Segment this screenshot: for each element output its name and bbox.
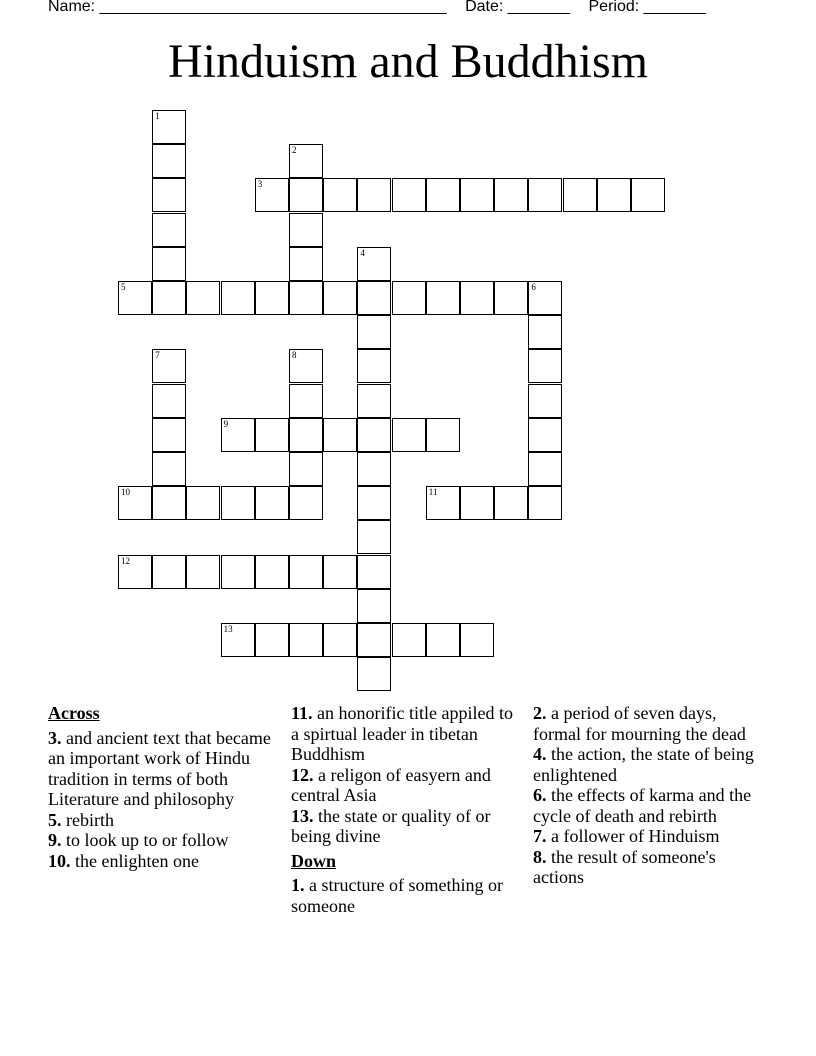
- grid-cell[interactable]: [152, 144, 186, 178]
- across-clue-13: 13. the state or quality of or being divine: [291, 805, 491, 846]
- clue-number: 3: [257, 179, 263, 190]
- grid-cell[interactable]: [289, 349, 323, 383]
- grid-cell[interactable]: [152, 213, 186, 247]
- grid-cell[interactable]: [289, 418, 323, 452]
- grid-cell[interactable]: [494, 178, 528, 212]
- clue-number: 7: [155, 350, 160, 361]
- grid-cell[interactable]: [152, 247, 186, 281]
- grid-cell[interactable]: [255, 486, 289, 520]
- grid-cell[interactable]: [426, 486, 460, 520]
- grid-cell[interactable]: [152, 110, 186, 144]
- grid-cell[interactable]: [255, 418, 289, 452]
- grid-cell[interactable]: [323, 418, 357, 452]
- grid-cell[interactable]: [289, 144, 323, 178]
- grid-cell[interactable]: [357, 555, 391, 589]
- grid-cell[interactable]: [323, 623, 357, 657]
- down-heading: Down: [291, 850, 337, 871]
- down-clue-7: 7. a follower of Hinduism: [533, 826, 720, 846]
- grid-cell[interactable]: [357, 452, 391, 486]
- grid-cell[interactable]: [186, 555, 220, 589]
- grid-cell[interactable]: [357, 315, 391, 349]
- grid-cell[interactable]: [221, 486, 255, 520]
- clue-number: 2: [292, 145, 297, 156]
- grid-cell[interactable]: [563, 178, 597, 212]
- grid-cell[interactable]: [357, 623, 391, 657]
- grid-cell[interactable]: [323, 555, 357, 589]
- grid-cell[interactable]: [221, 418, 255, 452]
- grid-cell[interactable]: [118, 486, 152, 520]
- down-clue-2: 2. a period of seven days, formal for mourning the dead: [533, 703, 746, 744]
- across-clue-9: 9. to look up to or follow: [48, 830, 229, 850]
- date-field[interactable]: Date: _______: [465, 0, 571, 15]
- grid-cell[interactable]: [221, 281, 255, 315]
- grid-cell[interactable]: [289, 555, 323, 589]
- grid-cell[interactable]: [357, 418, 391, 452]
- grid-cell[interactable]: [255, 178, 289, 212]
- name-field[interactable]: Name: _______________________________________: [48, 0, 447, 15]
- grid-cell[interactable]: [152, 178, 186, 212]
- across-clue-10: 10. the enlighten one: [48, 850, 199, 871]
- grid-cell[interactable]: [186, 486, 220, 520]
- down-clue-6: 6. the effects of karma and the cycle of death and rebirth: [533, 785, 752, 826]
- grid-cell[interactable]: [357, 589, 391, 623]
- grid-cell[interactable]: [528, 178, 562, 212]
- grid-cell[interactable]: [631, 178, 665, 212]
- grid-cell[interactable]: [357, 247, 391, 281]
- grid-cell[interactable]: [357, 281, 391, 315]
- clues-column-3: [533, 703, 765, 888]
- grid-cell[interactable]: [392, 281, 426, 315]
- clue-number: 6: [531, 282, 536, 292]
- grid-cell[interactable]: [357, 486, 391, 520]
- grid-cell[interactable]: [357, 178, 391, 212]
- grid-cell[interactable]: [392, 623, 426, 657]
- clue-number: 12: [121, 555, 130, 566]
- across-clue-11: 11. an honorific title appiled to a spirtual leader in tibetan Buddhism: [291, 703, 513, 764]
- down-clue-4: 4. the action, the state of being enlightened: [533, 744, 754, 785]
- grid-cell[interactable]: [392, 178, 426, 212]
- clue-number: 9: [223, 418, 229, 429]
- clue-number: 8: [292, 350, 297, 361]
- grid-cell[interactable]: [460, 281, 494, 315]
- grid-cell[interactable]: [357, 657, 391, 691]
- clue-number: 10: [121, 487, 130, 498]
- clue-number: 11: [428, 487, 438, 498]
- grid-cell[interactable]: [357, 349, 391, 383]
- grid-cell[interactable]: [289, 486, 323, 520]
- grid-cell[interactable]: [426, 281, 460, 315]
- grid-cell[interactable]: [255, 623, 289, 657]
- grid-cell[interactable]: [255, 555, 289, 589]
- grid-cell[interactable]: [460, 178, 494, 212]
- grid-cell[interactable]: [494, 486, 528, 520]
- grid-cell[interactable]: [289, 213, 323, 247]
- down-clue-8: 8. the result of someone's actions: [533, 846, 716, 887]
- grid-cell[interactable]: [392, 418, 426, 452]
- grid-cell[interactable]: [152, 418, 186, 452]
- grid-cell[interactable]: [152, 384, 186, 418]
- clues-column-2: [291, 703, 523, 916]
- down-clue-1: 1. a structure of something or someone: [291, 875, 503, 916]
- grid-cell[interactable]: [289, 623, 323, 657]
- grid-cell[interactable]: [323, 178, 357, 212]
- grid-cell[interactable]: [152, 281, 186, 315]
- grid-cell[interactable]: [323, 281, 357, 315]
- across-clue-5: 5. rebirth: [48, 809, 114, 830]
- grid-cell[interactable]: [528, 486, 562, 520]
- grid-cell[interactable]: [494, 281, 528, 315]
- grid-cell[interactable]: [152, 555, 186, 589]
- grid-cell[interactable]: [152, 486, 186, 520]
- grid-cell[interactable]: [357, 520, 391, 554]
- clue-number: 4: [360, 247, 365, 258]
- grid-cell[interactable]: [460, 486, 494, 520]
- grid-cell[interactable]: [289, 281, 323, 315]
- grid-cell[interactable]: [528, 281, 562, 315]
- across-clue-3: 3. and ancient text that became an important work of Hindu tradition in terms of both Literature and philosophy: [48, 727, 271, 809]
- grid-cell[interactable]: [528, 384, 562, 418]
- period-field[interactable]: Period: _______: [588, 0, 706, 15]
- clues-column-1: [48, 703, 280, 871]
- clue-number: 5: [121, 282, 126, 292]
- across-clue-12: 12. a religon of easyern and central Asia: [291, 764, 491, 805]
- grid-cell[interactable]: [289, 384, 323, 418]
- grid-cell[interactable]: [426, 178, 460, 212]
- grid-cell[interactable]: [426, 623, 460, 657]
- grid-cell[interactable]: [460, 623, 494, 657]
- grid-cell[interactable]: [357, 384, 391, 418]
- grid-cell[interactable]: [186, 281, 220, 315]
- grid-cell[interactable]: [152, 452, 186, 486]
- grid-cell[interactable]: [221, 623, 255, 657]
- grid-cell[interactable]: [221, 555, 255, 589]
- grid-cell[interactable]: [289, 452, 323, 486]
- grid-cell[interactable]: [118, 555, 152, 589]
- grid-cell[interactable]: [528, 315, 562, 349]
- grid-cell[interactable]: [289, 178, 323, 212]
- grid-cell[interactable]: [528, 452, 562, 486]
- puzzle-title: Hinduism and Buddhism: [167, 35, 649, 88]
- clue-number: 13: [223, 624, 233, 634]
- grid-cell[interactable]: [289, 247, 323, 281]
- grid-cell[interactable]: [152, 349, 186, 383]
- clue-number: 1: [155, 111, 160, 121]
- grid-cell[interactable]: [118, 281, 152, 315]
- grid-cell[interactable]: [528, 349, 562, 383]
- grid-cell[interactable]: [426, 418, 460, 452]
- grid-cell[interactable]: [528, 418, 562, 452]
- across-heading: Across: [48, 703, 100, 723]
- grid-cell[interactable]: [597, 178, 631, 212]
- grid-cell[interactable]: [255, 281, 289, 315]
